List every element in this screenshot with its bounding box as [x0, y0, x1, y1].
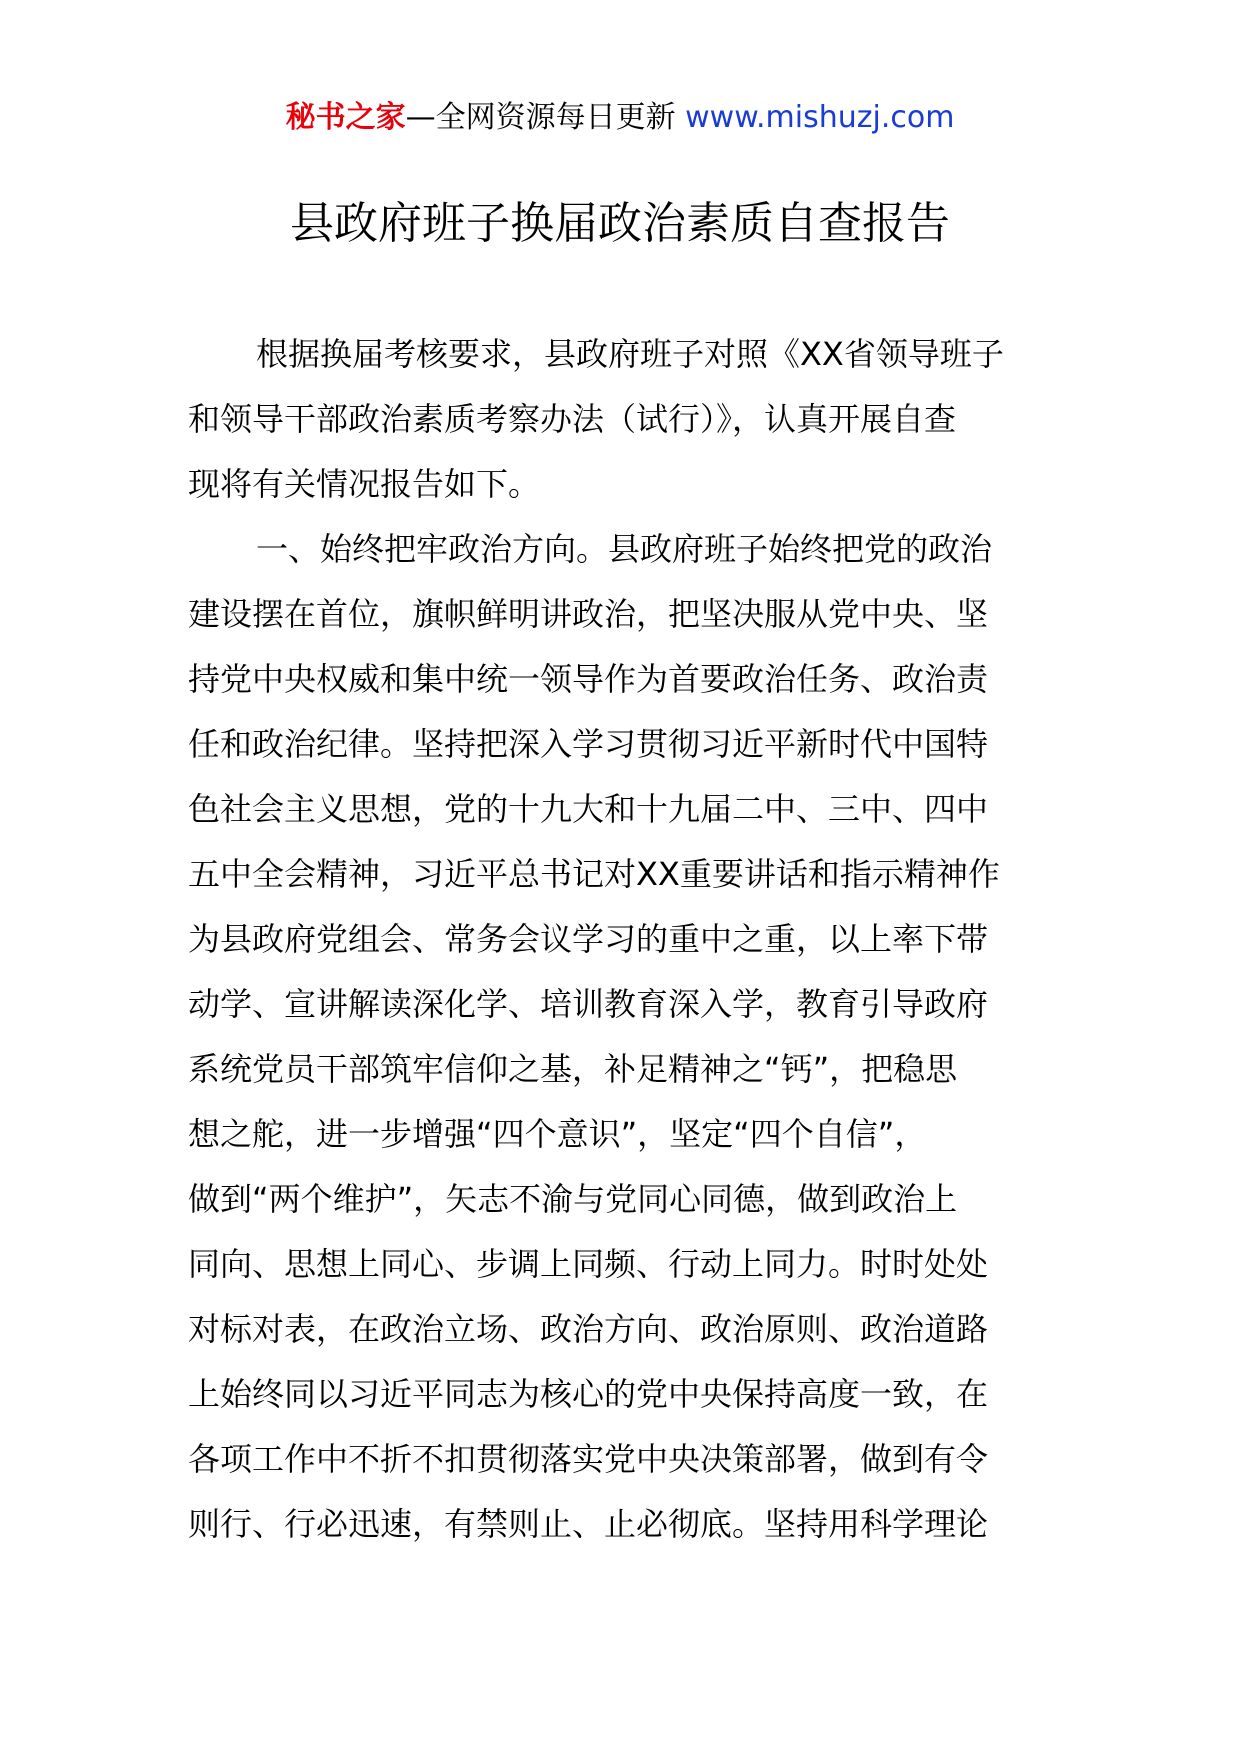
paragraph-line: 和领导干部政治素质考察办法（试行）》，认真开展自查 — [188, 400, 957, 438]
document-title: 县政府班子换届政治素质自查报告 — [290, 198, 950, 249]
paragraph-line: 为县政府党组会、常务会议学习的重中之重，以上率下带 — [188, 920, 989, 958]
paragraph-line: 持党中央权威和集中统一领导作为首要政治任务、政治责 — [188, 660, 989, 698]
paragraph-line: 做到“两个维护”，矢志不渝与党同心同德，做到政治上 — [188, 1180, 958, 1218]
paragraph-line: 一、始终把牢政治方向。县政府班子始终把党的政治 — [256, 530, 993, 568]
paragraph-line: 各项工作中不折不扣贯彻落实党中央决策部署，做到有令 — [188, 1440, 989, 1478]
paragraph-line: 任和政治纪律。坚持把深入学习贯彻习近平新时代中国特 — [188, 725, 989, 763]
paragraph-line: 则行、行必迅速，有禁则止、止必彻底。坚持用科学理论 — [188, 1505, 989, 1543]
paragraph-line: 建设摆在首位，旗帜鲜明讲政治，把坚决服从党中央、坚 — [188, 595, 989, 633]
paragraph-line: 想之舵，进一步增强“四个意识”，坚定“四个自信”， — [188, 1115, 927, 1153]
paragraph-line: 色社会主义思想，党的十九大和十九届二中、三中、四中 — [188, 790, 989, 828]
site-slogan: —全网资源每日更新 — [405, 100, 676, 135]
document-body — [188, 322, 1058, 1557]
paragraph-line: 上始终同以习近平同志为核心的党中央保持高度一致，在 — [188, 1375, 989, 1413]
paragraph-line: 现将有关情况报告如下。 — [188, 465, 541, 503]
site-header — [0, 98, 1240, 138]
paragraph-line: 同向、思想上同心、步调上同频、行动上同力。时时处处 — [188, 1245, 989, 1283]
paragraph-line: 根据换届考核要求，县政府班子对照《XX省领导班子 — [256, 335, 1004, 373]
paragraph-line: 对标对表，在政治立场、政治方向、政治原则、政治道路 — [188, 1310, 989, 1348]
paragraph-line: 系统党员干部筑牢信仰之基，补足精神之“钙”，把稳思 — [188, 1050, 958, 1088]
site-brand: 秘书之家 — [285, 100, 406, 135]
site-url-link[interactable]: www.mishuzj.com — [685, 100, 955, 135]
paragraph-line: 动学、宣讲解读深化学、培训教育深入学，教育引导政府 — [188, 985, 989, 1023]
paragraph-line: 五中全会精神，习近平总书记对XX重要讲话和指示精神作 — [188, 855, 1000, 893]
